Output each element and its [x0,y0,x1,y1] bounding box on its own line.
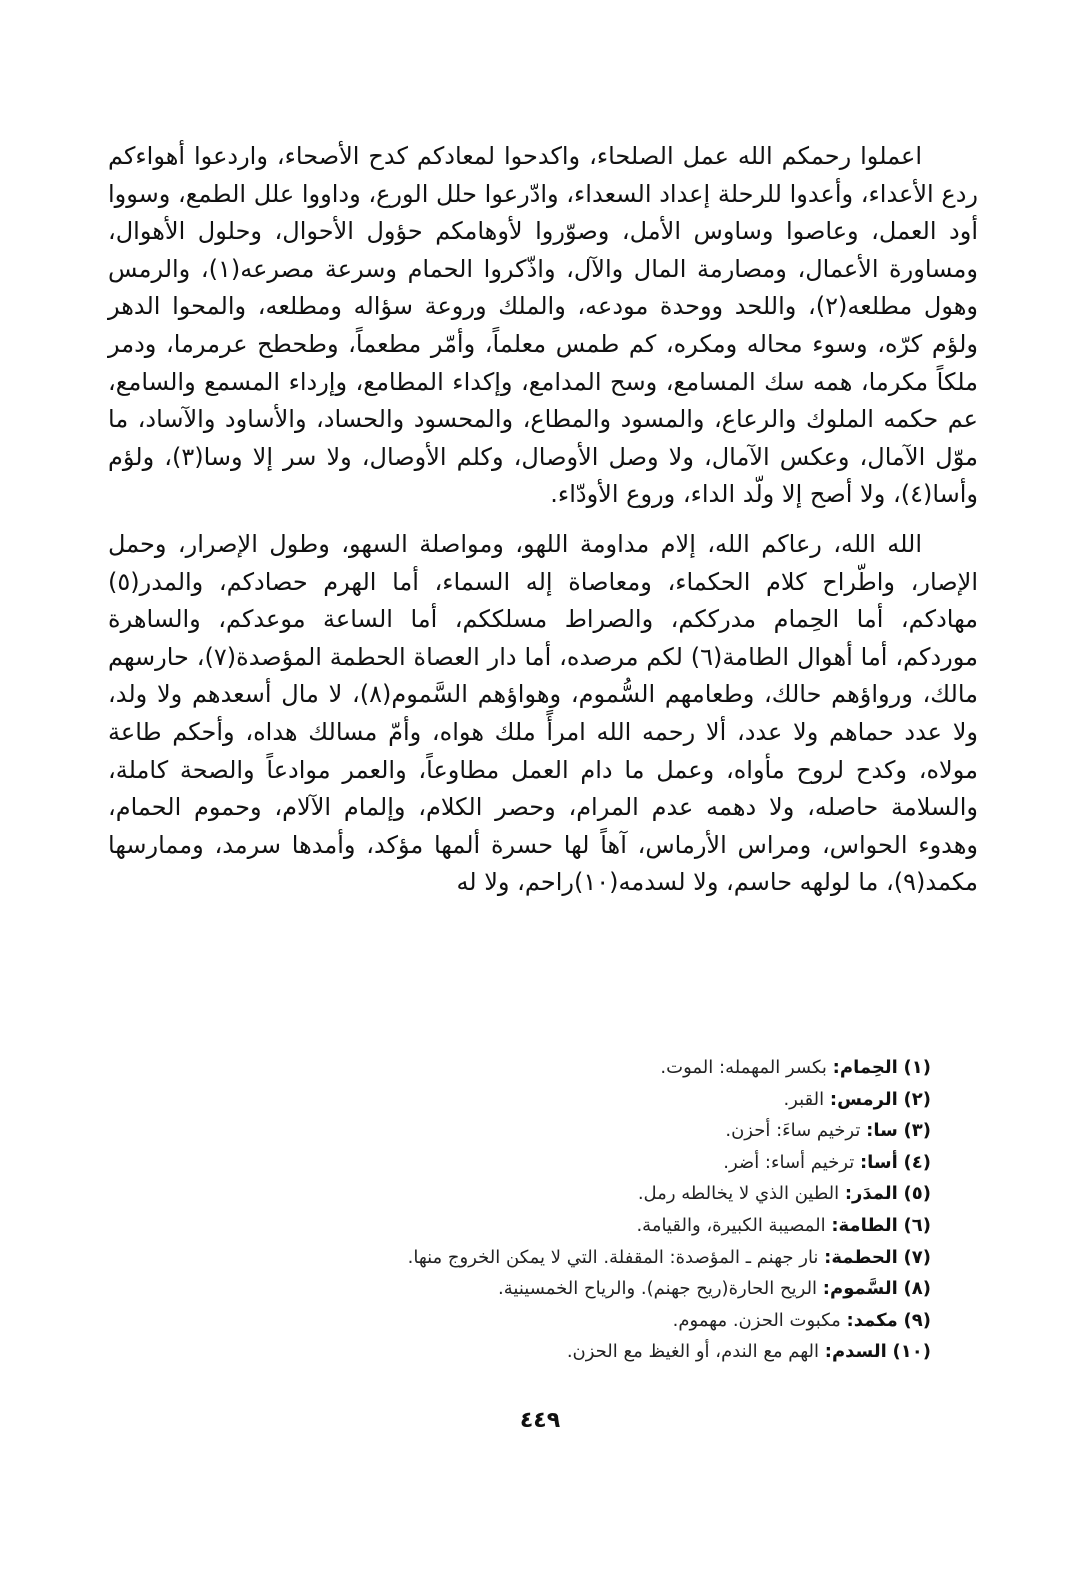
footnote-number: (٢) [903,1088,931,1110]
footnote-number: (٤) [903,1151,931,1173]
footnote-text: القبر. [783,1088,825,1110]
footnote-number: (١٠) [892,1341,931,1363]
footnote-term: الطامة: [831,1214,898,1236]
footnote-3 [171,1115,931,1147]
footnote-number: (٩) [903,1309,931,1331]
footnote-term: أسا: [859,1151,898,1173]
paragraph-2: الله الله، رعاكم الله، إلام مداومة اللهو، ومواصلة السهو، وطول الإصرار، وحمل الإصار، واطّراح كلام الحكماء، ومعاصاة إله السماء، أما الهرم حصادكم، والمدر(٥) مهادكم، أما الحِمام مدرككم، والصراط مسلككم، أما الساعة موعدكم، والساهرة موردكم، أما أهوال الطامة(٦) لكم مرصده، أما دار العصاة الحطمة المؤصدة(٧)، حارسهم مالك، ورواؤهم حالك، وطعامهم السُّموم، وهواؤهم السَّموم(٨)، لا مال أسعدهم ولا ولد، ولا عدد حماهم ولا عدد، ألا رحمه الله امرأً ملك هواه، وأمّ مسالك هداه، وأحكم طاعة مولاه، وكدح لروح مأواه، وعمل ما دام العمل مطاوعاً، والعمر موادعاً والصحة كاملة، والسلامة حاصله، ولا دهمه عدم المرام، وحصر الكلام، وإلمام الآلام، وحموم الحمام، وهدوء الحواس، ومراس الأرماس، آهاً لها حسرة ألمها مؤكد، وأمدها سرمد، وممارسها مكمد(٩)، ما لولهه حاسم، ولا لسدمه(١٠)راحم، ولا له [108,529,979,897]
footnote-2 [171,1084,931,1116]
footnote-text: المصيبة الكبيرة، والقيامة. [636,1214,826,1236]
footnote-term: السدم: [824,1341,887,1363]
footnote-text: الهم مع الندم، أو الغيظ مع الحزن. [566,1341,820,1363]
page-number: ٤٤٩ [519,1408,561,1433]
footnote-number: (١) [903,1057,931,1078]
footnote-number: (٨) [903,1278,931,1300]
footnote-text: بكسر المهمله: الموت. [660,1057,827,1078]
footnote-text: الطين الذي لا يخالطه رمل. [637,1183,840,1205]
footnote-10 [171,1336,931,1368]
footnote-6 [171,1210,931,1242]
footnote-text: ترخيم أساء: أضر. [723,1151,855,1173]
footnote-text: ترخيم ساءَ: أحزن. [725,1120,861,1142]
footnote-term: الحِمام: [832,1057,898,1078]
footnote-7 [171,1242,931,1274]
paragraph-1: اعملوا رحمكم الله عمل الصلحاء، واكدحوا لمعادكم كدح الأصحاء، واردعوا أهواءكم ردع الأعداء، وأعدوا للرحلة إعداد السعداء، وادّرعوا حلل الورع، وداووا علل الطمع، وسووا أود العمل، وعاصوا وساوس الأمل، وصوّروا لأوهامكم حؤول الأحوال، وحلول الأهوال، ومساورة الأعمال، ومصارمة المال والآل، واذّكروا الحمام وسرعة مصرعه(١)، والرمس وهول مطلعه(٢)، واللحد ووحدة مودعه، والملك وروعة سؤاله ومطلعه، والمحوا الدهر ولؤم كرّه، وسوء محاله ومكره، كم طمس معلماً، وأمّر مطعماً، وطحطح عرمرما، ودمر ملكاً مكرما، همه سك المسامع، وسح المدامع، وإكداء المطامع، وإرداء المسمع والسامع، عم حكمه الملوك والرعاع، والمسود والمطاع، والمحسود والحساد، والأساود والآساد، ما موّل الآمال، وعكس الآمال، ولا وصل الأوصال، وكلم الأوصال، ولا سر إلا وسا(٣)، ولؤم وأسا(٤)، ولا أصح إلا ولّد الداء، وروع الأودّاء. [108,142,978,509]
footnote-number: (٦) [903,1214,931,1236]
footnote-1 [171,1052,931,1084]
footnote-term: سا: [866,1120,898,1142]
main-text [108,138,978,902]
footnote-8 [171,1273,931,1305]
footnote-term: الرمس: [829,1088,898,1110]
footnote-text: نار جهنم ـ المؤصدة: المقفلة. التي لا يمكن الخروج منها. [407,1246,819,1268]
footnote-number: (٥) [903,1183,931,1205]
footnote-text: الريح الحارة(ريح جهنم). والرياح الخمسينية. [498,1278,818,1300]
footnote-term: مكمد: [846,1309,898,1331]
footnotes [171,1052,931,1368]
footnote-number: (٣) [903,1120,931,1142]
footnote-4 [171,1147,931,1179]
footnote-5 [171,1178,931,1210]
footnote-term: المدَر: [844,1183,898,1205]
footnote-term: السَّموم: [822,1278,898,1300]
footnote-9 [171,1305,931,1337]
footnote-term: الحطمة: [824,1246,898,1268]
footnote-number: (٧) [903,1246,931,1268]
footnote-text: مكبوت الحزن. مهموم. [672,1309,841,1331]
